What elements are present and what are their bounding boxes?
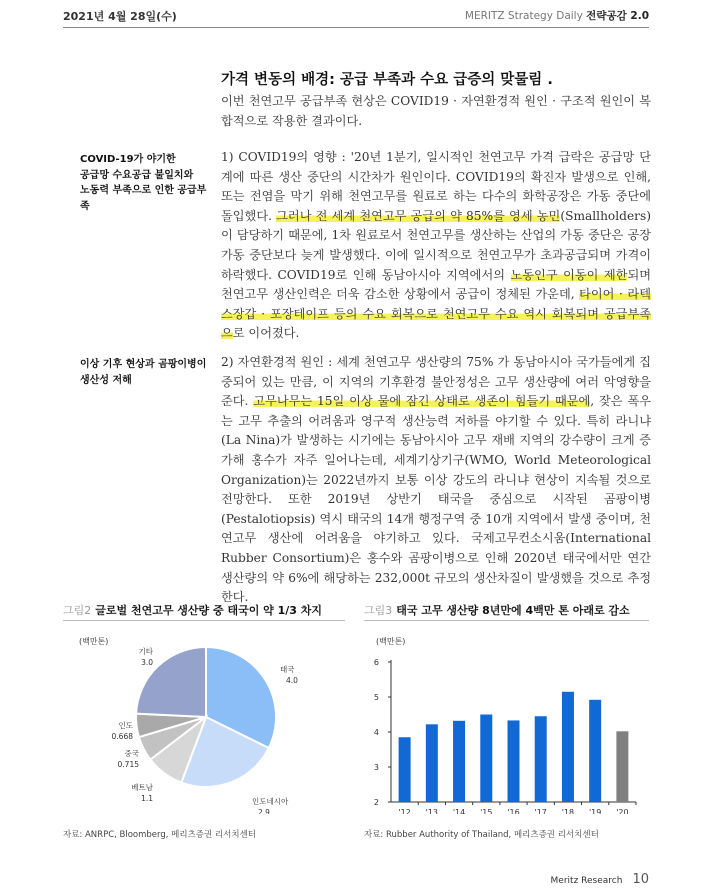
pie-value-label: 0.715 bbox=[117, 760, 139, 769]
figure3-chart bbox=[364, 622, 649, 814]
bar-16 bbox=[508, 720, 520, 802]
figure2-title-text: 글로벌 천연고무 생산량 중 태국이 약 1/3 차지 bbox=[95, 604, 323, 617]
figure2-title bbox=[63, 602, 322, 618]
highlight-text: 노동인구 이동이 제한 bbox=[510, 267, 628, 282]
figure3-title bbox=[364, 602, 630, 618]
text-segment: , 잦은 폭우는 고무 추출의 어려움과 영구적 생산능력 저하를 야기할 수 있다. 특히 라니냐(La Nina)가 발생하는 시기에는 동남아시아 고무 재배 지역의 강수량이 크게 증가해 홍수가 자주 일어나는데, 세계기상기구(WMO, World Meteorological Organization)는 2022년까지 보통 이상 강도의 라니냐 현상이 지속될 것으로 전망한다. 또한 2019년 상반기 태국을 중심으로 시작된 곰팡이병(Pestalotiopsis) 역시 태국의 14개 행정구역 중 10개 지역에서 발생 중이며, 천연고무 생산에 어려움을 야기하고 있다. 국제고무컨소시움(International Rubber Consortium)은 홍수와 곰팡이병으로 인해 2020년 태국에서만 연간 생산량의 약 6%에 해당하는 232,000t 규모의 생산차질이 발생했을 것으로 추정한다. bbox=[221, 394, 651, 605]
pie-value-label: 1.1 bbox=[141, 794, 153, 803]
figure3-source: 자료: Rubber Authority of Thailand, 메리츠증권 리서치센터 bbox=[364, 830, 599, 840]
publication-section: 전략공감 2.0 bbox=[586, 10, 649, 22]
pie-category-label: 태국 bbox=[280, 665, 295, 674]
section-title: 가격 변동의 배경: 공급 부족과 수요 급증의 맞물림 . bbox=[221, 72, 553, 88]
bar-18 bbox=[562, 692, 574, 802]
side-note-line: COVID-19가 야기한 bbox=[80, 154, 176, 165]
bar-14 bbox=[453, 721, 465, 802]
publication-header bbox=[465, 8, 649, 23]
side-note-covid bbox=[80, 152, 210, 214]
figure2-source: 자료: ANRPC, Bloomberg, 메리츠증권 리서치센터 bbox=[63, 830, 256, 840]
pie-category-label: 베트남 bbox=[131, 783, 153, 792]
bar-19 bbox=[589, 700, 601, 802]
x-tick-label: '12 bbox=[398, 808, 411, 814]
x-tick-label: '20 bbox=[616, 808, 629, 814]
bar-12 bbox=[399, 737, 411, 802]
bar-15 bbox=[480, 715, 492, 803]
intro-paragraph: 이번 천연고무 공급부족 현상은 COVID19 · 자연환경적 원인 · 구조적 원인이 복합적으로 작용한 결과이다. bbox=[221, 94, 651, 128]
x-tick-label: '13 bbox=[425, 808, 439, 814]
page-number: 10 bbox=[632, 872, 649, 887]
x-tick-label: '18 bbox=[561, 808, 575, 814]
text-segment: 되며 천연고무 생산인력은 더욱 감소한 상황에서 공급이 정체된 가운데, bbox=[221, 267, 651, 302]
side-note-line: 생산성 저해 bbox=[80, 374, 132, 386]
pie-value-label: 0.668 bbox=[111, 732, 133, 741]
bar-chart bbox=[364, 622, 649, 814]
side-note-line: 노동력 부족으로 인한 공급부족 bbox=[80, 185, 207, 212]
pie-value-label: 4.0 bbox=[286, 676, 298, 685]
pie-chart bbox=[63, 622, 345, 814]
highlight-text: 타이어 · 라텍스장갑 · 포장테이프 등의 수요 회복으로 천연고무 수요 역시 회복되며 공급부족으 bbox=[221, 287, 651, 341]
paragraph-covid bbox=[221, 148, 651, 344]
bar-20 bbox=[616, 731, 628, 802]
pie-unit-label: (백만톤) bbox=[79, 637, 109, 646]
x-tick-label: '19 bbox=[588, 808, 602, 814]
text-segment: 2) 자연환경적 원인 : 세계 천연고무 생산량의 75% 가 동남아시아 국가들에게 집중되어 있는 만큼, 이 지역의 기후환경 불안정성은 고무 생산량에 여러 악영향을 준다. bbox=[221, 355, 651, 409]
report-date: 2021년 4월 28일(수) bbox=[63, 10, 177, 23]
x-tick-label: '16 bbox=[507, 808, 520, 814]
bar-17 bbox=[535, 716, 547, 802]
highlight-text: 고무나무는 15일 이상 물에 잠긴 상태로 생존이 힘들기 때문에 bbox=[253, 394, 591, 409]
y-tick-label: 2 bbox=[373, 798, 379, 807]
page-footer bbox=[551, 872, 649, 887]
x-tick-label: '14 bbox=[452, 808, 466, 814]
figure3-title-text: 태국 고무 생산량 8년만에 4백만 톤 아래로 감소 bbox=[396, 604, 630, 617]
paragraph-climate bbox=[221, 353, 651, 608]
pie-category-label: 중국 bbox=[124, 749, 139, 758]
bar-13 bbox=[426, 724, 438, 802]
text-segment: (Smallholders)이 담당하기 때문에, 1차 원료로서 천연고무를 생산하는 산업의 가동 중단은 공장 가동 중단보다 늦게 발생했다. 이에 일시적으로 천연고무가 초과공급되며 가격이 하락했다. COVID19로 인해 동남아시아 지역에서의 bbox=[221, 208, 652, 282]
side-note-climate bbox=[80, 357, 210, 388]
figure3-label: 그림3 bbox=[364, 604, 393, 617]
figure2-divider bbox=[63, 620, 345, 621]
pie-category-label: 인도네시아 bbox=[252, 797, 289, 806]
x-tick-label: '17 bbox=[534, 808, 547, 814]
footer-company: Meritz Research bbox=[550, 876, 623, 886]
text-segment: 로 이어졌다. bbox=[232, 326, 300, 341]
y-tick-label: 4 bbox=[373, 728, 379, 737]
pie-category-label: 인도 bbox=[118, 721, 133, 730]
pie-category-label: 기타 bbox=[138, 647, 153, 656]
header-divider bbox=[63, 27, 649, 28]
pie-value-label: 2.9 bbox=[258, 808, 270, 814]
y-tick-label: 6 bbox=[373, 658, 379, 667]
highlight-text: 그러나 전 세계 천연고무 공급의 약 85%를 영세 농민 bbox=[276, 208, 561, 223]
text-segment: 1) COVID19의 영향 : '20년 1분기, 일시적인 천연고무 가격 급락은 공급망 단계에 따른 생산 중단의 시간차가 원인이다. COVID19의 확진자 발생으로 인해, 또는 전염을 막기 위해 천연고무를 원료로 하는 다수의 화학공장은 가동 중단에 돌입했다. bbox=[221, 150, 651, 223]
figure2-chart bbox=[63, 622, 345, 814]
publication-name: MERITZ Strategy Daily bbox=[464, 10, 583, 22]
y-tick-label: 5 bbox=[373, 693, 379, 702]
side-note-line: 이상 기후 현상과 곰팡이병이 bbox=[80, 359, 207, 370]
figure3-divider bbox=[364, 620, 649, 621]
x-tick-label: '15 bbox=[480, 808, 493, 814]
bar-unit-label: (백만톤) bbox=[376, 637, 406, 646]
y-tick-label: 3 bbox=[373, 763, 379, 772]
side-note-line: 공급망 수요공급 불일치와 bbox=[80, 169, 194, 181]
figure2-label: 그림2 bbox=[63, 604, 92, 617]
pie-value-label: 3.0 bbox=[141, 658, 153, 667]
